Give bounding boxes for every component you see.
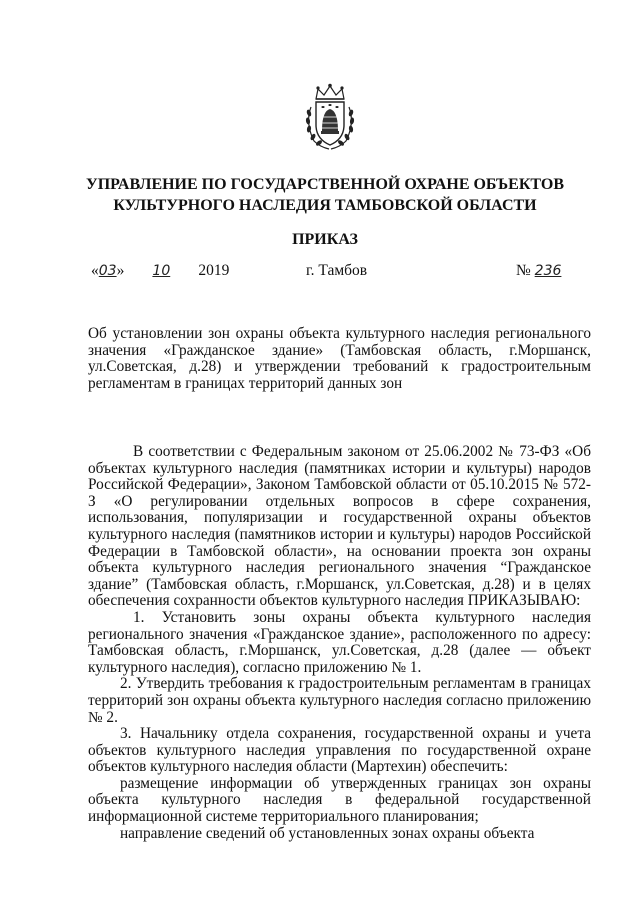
authority-line-1: УПРАВЛЕНИЕ ПО ГОСУДАРСТВЕННОЙ ОХРАНЕ ОБЪЕКТОВ xyxy=(85,176,564,193)
number-label: № xyxy=(516,262,531,279)
coat-of-arms-icon xyxy=(302,83,358,151)
document-date: «03» 10 2019 xyxy=(91,262,230,279)
item-2: 2. Утвердить требования к градостроительным регламентам в границах территорий зон охраны объекта культурного наследия согласно приложению № 2. xyxy=(88,675,591,726)
subject-text: Об установлении зон охраны объекта культурного наследия регионального значения «Гражданское здание» (Тамбовская область, г.Моршанск, ул.Советская, д.28) и утверждении требований к градостроительным регламентам в границах территорий данных зон xyxy=(88,325,591,392)
authority-line-2: КУЛЬТУРНОГО НАСЛЕДИЯ ТАМБОВСКОЙ ОБЛАСТИ xyxy=(113,197,537,214)
number-value: 236 xyxy=(534,263,562,279)
document-subject xyxy=(88,326,591,392)
item-3: 3. Начальнику отдела сохранения, государственной охраны и учета объектов культурного наследия управления по государственной охране объектов культурного наследия области (Мартехин) обеспечить: xyxy=(88,725,591,776)
item-3-sub-1: размещение информации об утвержденных границах зон охраны объекта культурного наследия в федеральной государственной информационной системе территориального планирования; xyxy=(88,774,591,826)
item-3-sub-2: направление сведений об установленных зонах охраны объекта xyxy=(120,824,535,842)
date-month: 10 xyxy=(152,263,171,279)
item-1: 1. Установить зоны охраны объекта культурного наследия регионального значения «Гражданское здание», расположенного по адресу: Тамбовская область, г.Моршанск, ул.Советская, д.28 (далее — объект культурного наследия), согласно приложению № 1. xyxy=(88,608,591,676)
preamble-paragraph: В соответствии с Федеральным законом от 25.06.2002 № 73-ФЗ «Об объектах культурного наследия (памятниках истории и культуры) народов Российской Федерации», Законом Тамбовской области от 05.10.2015 № 572-З «О регулировании отдельных вопросов в сфере сохранения, использования, популяризации и государственной охраны объектов культурного наследия (памятников истории и культуры) народов Российской Федерации в Тамбовской области», на основании проекта зон охраны объекта культурного наследия регионального значения “Гражданское здание” (Тамбовская область, г.Моршанск, ул.Советская, д.28) и в целях обеспечения сохранности объектов культурного наследия ПРИКАЗЫВАЮ: xyxy=(88,443,591,610)
document-body xyxy=(88,444,591,842)
document-type: ПРИКАЗ xyxy=(292,231,358,248)
date-day: 03 xyxy=(98,263,117,279)
document-number xyxy=(516,262,583,280)
authority-title xyxy=(60,174,590,216)
date-year: 2019 xyxy=(198,262,230,279)
document-place: г. Тамбов xyxy=(306,262,368,279)
